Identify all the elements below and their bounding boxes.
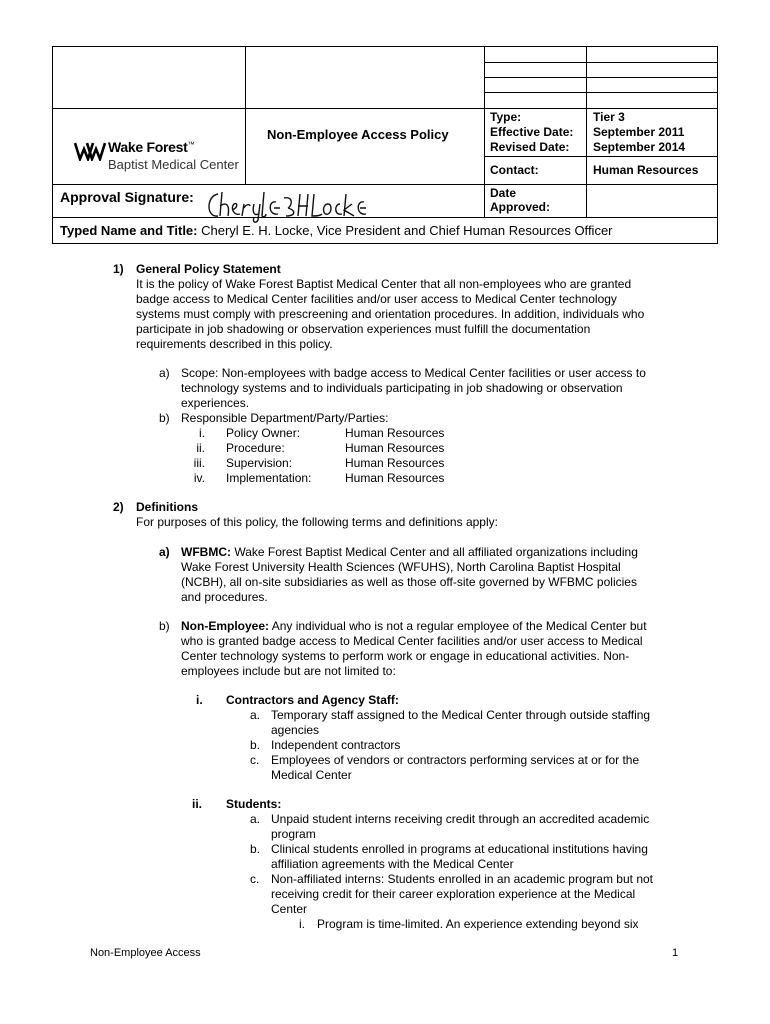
category-i-number: i.	[196, 693, 203, 707]
date-approved-label: Date	[490, 186, 517, 200]
list-item: Non-affiliated interns: Students enrolled in an academic program but not receiving credit for their career exploration experience at the Medical Center	[271, 872, 654, 916]
category-ii-number: ii.	[192, 797, 203, 811]
page-number: 1	[672, 947, 679, 959]
scope-text: Scope: Non-employees with badge access to Medical Center facilities or user access to technology systems and to individuals participating in job shadowing or observation experiences.	[181, 366, 646, 410]
section-2-number: 2)	[113, 500, 124, 514]
section-1-body: It is the policy of Wake Forest Baptist Medical Center that all non-employees who are granted badge access to Medical Center facilities and/or user access to Medical Center technology systems must comply with prescreening and orientation procedures. In addition, individuals who participate in job shadowing or observation experiences must fulfill the documentation requirements described in this policy.	[136, 277, 645, 351]
category-i-title: Contractors and Agency Staff:	[226, 693, 399, 707]
policy-title: Non-Employee Access Policy	[267, 127, 449, 142]
section-1-number: 1)	[113, 262, 124, 276]
wake-forest-logo-icon	[74, 141, 106, 161]
list-item: Temporary staff assigned to the Medical Center through outside staffing agencies	[271, 708, 651, 737]
contact-value: Human Resources	[593, 163, 699, 177]
list-item: Employees of vendors or contractors performing services at or for the Medical Center	[271, 753, 640, 782]
contact-label: Contact:	[490, 163, 539, 177]
role-party: Human Resources	[345, 471, 445, 485]
role-num: i.	[199, 426, 205, 440]
list-item: Clinical students enrolled in programs at educational institutions having affiliation agreements with the Medical Center	[271, 842, 648, 871]
logo-subtitle: Baptist Medical Center	[108, 157, 239, 172]
type-label: Type:	[490, 110, 522, 124]
list-marker: b.	[250, 738, 261, 752]
category-ii-title: Students:	[226, 797, 282, 811]
role-party: Human Resources	[345, 456, 445, 470]
approval-signature-label: Approval Signature:	[60, 189, 194, 205]
role-num: ii.	[196, 441, 205, 455]
section-1-title: General Policy Statement	[136, 262, 281, 276]
section-2-intro: For purposes of this policy, the following terms and definitions apply:	[136, 515, 498, 529]
handwritten-signature	[204, 186, 374, 226]
list-marker: c.	[250, 872, 260, 886]
footer-title: Non-Employee Access	[90, 947, 201, 959]
date-approved-label-2: Approved:	[490, 200, 550, 214]
revised-date-label: Revised Date:	[490, 140, 570, 154]
sub-item-i-text: Program is time-limited. An experience extending beyond six	[317, 917, 639, 931]
effective-date-value: September 2011	[593, 125, 685, 139]
sub-item-i-number: i.	[299, 917, 305, 931]
role-num: iii.	[193, 456, 205, 470]
list-item: Independent contractors	[271, 738, 401, 752]
list-marker: a.	[250, 812, 261, 826]
logo-name: Wake Forest™	[108, 139, 195, 155]
typed-name-row: Typed Name and Title: Cheryl E. H. Locke, Vice President and Chief Human Resources Officer	[60, 223, 613, 238]
non-employee-marker: b)	[159, 619, 170, 633]
role-party: Human Resources	[345, 426, 445, 440]
wfbmc-definition: WFBMC: Wake Forest Baptist Medical Center and all affiliated organizations including Wake Forest University Health Sciences (WFUHS), North Carolina Baptist Hospital (NCBH), all on-site subsidiaries as well as those off-site governed by WFBMC policies and procedures.	[181, 545, 638, 604]
role-name: Procedure:	[226, 441, 285, 455]
list-marker: c.	[250, 753, 260, 767]
responsible-text: Responsible Department/Party/Parties:	[181, 411, 389, 425]
role-party: Human Resources	[345, 441, 445, 455]
role-name: Policy Owner:	[226, 426, 301, 440]
scope-marker: a)	[159, 366, 170, 380]
wfbmc-marker: a)	[159, 545, 170, 559]
list-marker: b.	[250, 842, 261, 856]
type-value: Tier 3	[593, 110, 625, 124]
role-num: iv.	[193, 471, 205, 485]
list-marker: a.	[250, 708, 261, 722]
effective-date-label: Effective Date:	[490, 125, 574, 139]
list-item: Unpaid student interns receiving credit through an accredited academic program	[271, 812, 650, 841]
responsible-marker: b)	[159, 411, 170, 425]
section-2-title: Definitions	[136, 500, 198, 514]
role-name: Supervision:	[226, 456, 293, 470]
non-employee-definition: Non-Employee: Any individual who is not a regular employee of the Medical Center but who is granted badge access to Medical Center facilities and/or user access to Medical Center technology systems to perform work or engage in educational activities. Non- employees include but are not limited to:	[181, 619, 647, 678]
revised-date-value: September 2014	[593, 140, 686, 154]
role-name: Implementation:	[226, 471, 312, 485]
